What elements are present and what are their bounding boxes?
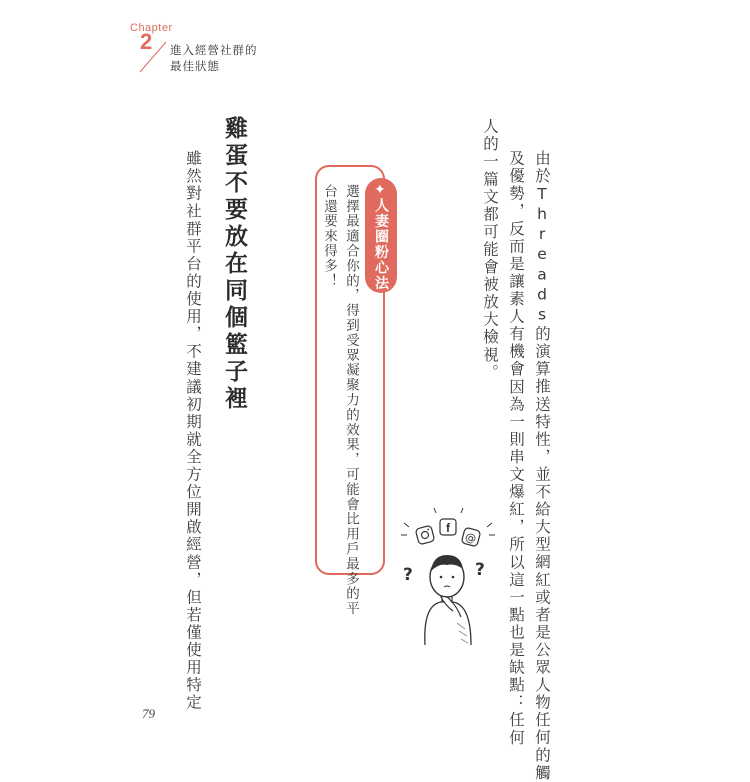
chapter-title-line1: 進入經營社群的 xyxy=(170,43,258,57)
tip-text-line-1: 選擇最適合你的，得到受眾凝聚力的效果，可能會比用戶最多的平 xyxy=(343,184,359,617)
tip-title: 人妻圈粉心法 xyxy=(373,198,389,291)
chapter-title xyxy=(170,42,258,74)
question-mark-right: ? xyxy=(475,560,485,580)
instagram-icon xyxy=(415,525,435,545)
chapter-label: Chapter xyxy=(130,22,173,34)
chapter-number: 2 xyxy=(140,29,153,54)
tip-text-line-2: 台還要來得多！ xyxy=(321,184,337,289)
page-number: 79 xyxy=(142,706,155,721)
main-text-column-1: 由於Threads的演算推送特性，並不給大型網紅或者是公眾人物任何的觸 xyxy=(533,150,551,782)
facebook-icon xyxy=(440,519,456,535)
section-text-column-1: 雖然對社群平台的使用，不建議初期就全方位開啟經營，但若僅使用特定 xyxy=(184,150,202,712)
chapter-title-line2: 最佳狀態 xyxy=(170,59,220,73)
main-text-column-3: 人的一篇文都可能會被放大檢視。 xyxy=(481,118,499,382)
svg-text:@: @ xyxy=(463,530,478,546)
question-mark-left: ? xyxy=(403,565,413,585)
sparkle-icon: ✦ xyxy=(374,182,386,198)
confused-person-illustration xyxy=(395,505,505,650)
main-text-column-2: 及優勢，反而是讓素人有機會因為一則串文爆紅，所以這一點也是缺點：任何 xyxy=(507,150,525,747)
svg-text:f: f xyxy=(446,521,450,535)
chapter-divider-slash xyxy=(136,40,170,74)
section-heading: 雞蛋不要放在同個籃子裡 xyxy=(221,116,247,413)
threads-icon xyxy=(461,527,481,547)
